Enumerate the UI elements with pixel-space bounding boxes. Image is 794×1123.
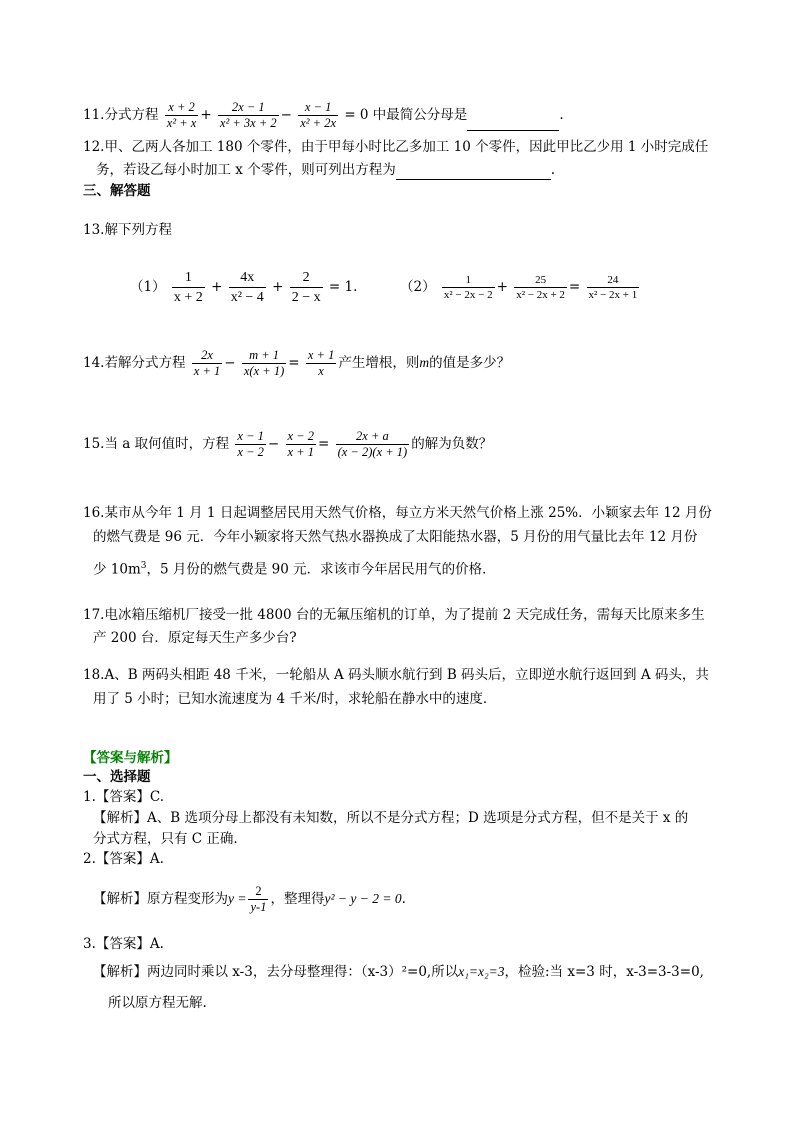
question-16-line1: 16.某市从今年 1 月 1 日起调整居民用天然气价格，每立方米天然气价格上涨 25%．小颖家去年 12 月份 xyxy=(83,505,712,521)
question-12-line2: 务，若设乙每小时加工 x 个零件，则可列出方程为 . xyxy=(96,162,555,178)
a2-fraction: $\frac{2}{y-1}$ xyxy=(250,884,267,914)
answer-1-explanation-line1: 【解析】A、B 选项分母上都没有未知数，所以不是分式方程；D 选项是分式方程，但不是关于 x 的 xyxy=(93,810,689,826)
q14-fraction-3: $\frac{x + 1}{x}$ xyxy=(307,348,335,378)
q15-fraction-2: $\frac{x - 2}{x + 1}$ xyxy=(287,429,314,459)
q15-fraction-1: $\frac{x - 1}{x - 2}$ xyxy=(237,429,264,459)
answer-1: 1.【答案】C. xyxy=(83,789,165,805)
answer-3: 3.【答案】A. xyxy=(83,936,164,952)
q12-answer-blank[interactable] xyxy=(396,165,551,180)
q14-fraction-2: $\frac{m + 1}{x(x + 1)}$ xyxy=(243,348,285,378)
q11-fraction-1: $\frac{x + 2}{\text{x² + x}}$ xyxy=(166,100,197,130)
q13-eq1-frac-3: $\frac{2}{2 - x}$ xyxy=(291,270,321,305)
question-11: 11.分式方程 $\frac{x + 2}{\text{x² + x}}$ + $\frac{2x - 1}{\text{x² + 3x + 2}}$ − $\frac{x - 1}{\text{x² + 2x}}$ = 0 中最简公分母是 . xyxy=(83,100,564,130)
answers-section-1: 一、选择题 xyxy=(83,769,151,785)
q13-eq2-frac-3: $\frac{24}{\text{x² − 2x + 1}}$ xyxy=(588,274,638,301)
q11-fraction-3: $\frac{x - 1}{\text{x² + 2x}}$ xyxy=(300,100,337,130)
question-18-line2: 用了 5 小时；已知水流速度为 4 千米/时，求轮船在静水中的速度． xyxy=(93,691,497,707)
question-14: 14.若解分式方程 $\frac{2x}{x + 1}$ − $\frac{m + 1}{x(x + 1)}$ = $\frac{x + 1}{x}$ 产生增根，则m的值是多少？ xyxy=(83,348,511,378)
answer-2-explanation: 【解析】原方程变形为y = $\frac{2}{y-1}$ ，整理得y² − y − 2 = 0. xyxy=(93,884,406,914)
answer-2: 2.【答案】A. xyxy=(83,851,164,867)
q14-fraction-1: $\frac{2x}{x + 1}$ xyxy=(193,348,221,378)
q13-eq2-frac-1: $\frac{1}{\text{x² − 2x − 2}}$ xyxy=(443,274,493,301)
question-15: 15.当 a 取何值时，方程 $\frac{x - 1}{x - 2}$ − $\frac{x - 2}{x + 1}$ = $\frac{2x + a}{(x - 2)(x + 1)}$ 的解为负数？ xyxy=(83,429,493,459)
q13-eq1-frac-1: $\frac{1}{x + 2}$ xyxy=(173,270,203,305)
q13-eq1-frac-2: $\frac{4x}{\text{x² − 4}}$ xyxy=(230,270,264,305)
q11-answer-blank[interactable] xyxy=(467,116,559,131)
answers-heading: 【答案与解析】 xyxy=(83,750,178,766)
q11-tail: = 0 中最简公分母是 xyxy=(344,107,468,123)
q13-eq2-frac-2: $\frac{25}{\text{x² − 2x + 2}}$ xyxy=(516,274,565,301)
answer-1-explanation-line2: 分式方程，只有 C 正确. xyxy=(93,831,238,847)
question-16-line3: 少 $10m^3$，5 月份的燃气费是 90 元．求该市今年居民用气的价格． xyxy=(93,561,496,578)
question-18-line1: 18.A、B 两码头相距 48 千米，一轮船从 A 码头顺水航行到 B 码头后，立即逆水航行返回到 A 码头，共 xyxy=(83,667,709,683)
question-17-line2: 产 200 台．原定每天生产多少台? xyxy=(93,630,297,646)
q11-fraction-2: $\frac{2x - 1}{\text{x² + 3x + 2}}$ xyxy=(219,100,277,130)
question-17-line1: 17.电冰箱压缩机厂接受一批 4800 台的无氟压缩机的订单，为了提前 2 天完成任务，需每天比原来多生 xyxy=(83,607,705,623)
question-12-line1: 12.甲、乙两人各加工 180 个零件，由于甲每小时比乙多加工 10 个零件，因此甲比乙少用 1 小时完成任 xyxy=(83,139,709,155)
q15-fraction-3: $\frac{2x + a}{(x - 2)(x + 1)}$ xyxy=(337,429,408,459)
question-16-line2: 的燃气费是 96 元．今年小颖家将天然气热水器换成了太阳能热水器，5 月份的用气量比去年 12 月份 xyxy=(93,529,698,545)
question-13-title: 13.解下列方程 xyxy=(83,222,172,238)
section-3-heading: 三、解答题 xyxy=(83,183,151,199)
answer-3-explanation-line1: 【解析】两边同时乘以 x-3，去分母整理得：（x-3）²=0,所以x₁=x₂=3，检验:当 x=3 时，x-3=3-3=0, xyxy=(93,964,704,980)
answer-3-explanation-line2: 所以原方程无解. xyxy=(108,995,207,1011)
question-13-equations: （1） $\frac{1}{x + 2}$ + $\frac{4x}{\text{x² − 4}}$ + $\frac{2}{2 - x}$ = 1. （2） $\frac{1}{\text{x² − 2x − 2}}$ + $\frac{25}{\text{x² − 2x + 2}}$ = $\frac{24}{\text{x² − 2x + 1}}$ xyxy=(130,270,638,305)
q11-prefix: 11.分式方程 xyxy=(83,107,159,123)
